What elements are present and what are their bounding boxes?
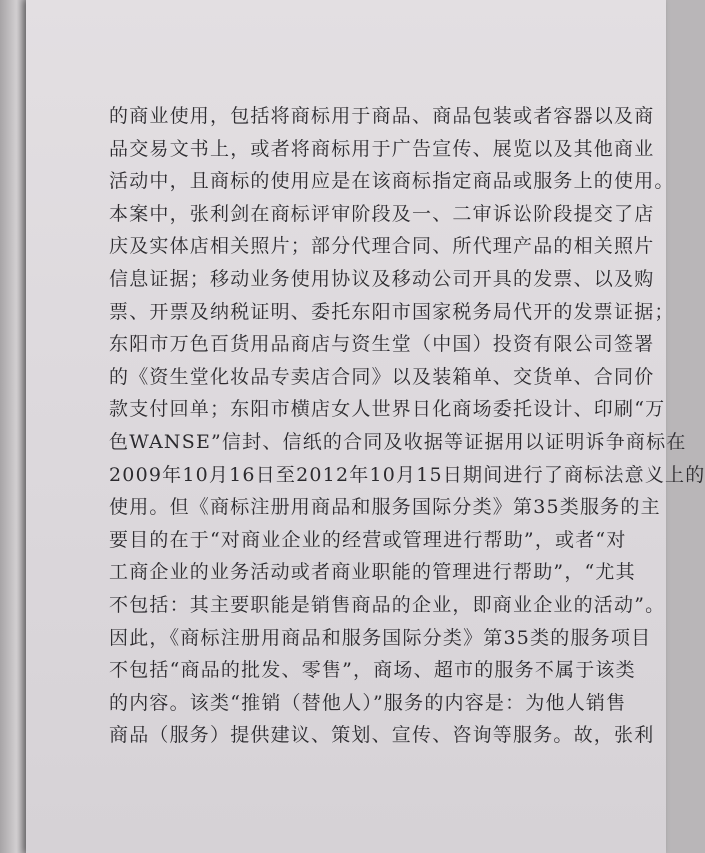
text-line: 要目的在于“对商业企业的经营或管理进行帮助”，或者“对 [109, 528, 627, 551]
text-line: 信息证据；移动业务使用协议及移动公司开具的发票、以及购 [109, 267, 655, 290]
document-page [26, 0, 705, 853]
text-line: 票、开票及纳税证明、委托东阳市国家税务局代开的发票证据； [109, 300, 675, 323]
text-line: 的内容。该类“推销（替他人）”服务的内容是：为他人销售 [109, 691, 627, 714]
text-line: 活动中，且商标的使用应是在该商标指定商品或服务上的使用。 [109, 170, 675, 193]
text-line: 商品（服务）提供建议、策划、宣传、咨询等服务。故，张利 [109, 724, 655, 747]
text-line: 的《资生堂化妆品专卖店合同》以及装箱单、交货单、合同价 [109, 365, 655, 388]
text-line: 庆及实体店相关照片；部分代理合同、所代理产品的相关照片 [109, 235, 655, 258]
text-line: 工商企业的业务活动或者商业职能的管理进行帮助”，“尤其 [109, 561, 636, 584]
text-line: 不包括“商品的批发、零售”，商场、超市的服务不属于该类 [109, 659, 636, 682]
text-line: 因此，《商标注册用商品和服务国际分类》第35类的服务项目 [109, 626, 652, 649]
text-line: 款支付回单；东阳市横店女人世界日化商场委托设计、印刷“万 [109, 398, 666, 421]
text-line: 的商业使用，包括将商标用于商品、商品包装或者容器以及商 [109, 105, 655, 127]
text-line: 使用。但《商标注册用商品和服务国际分类》第35类服务的主 [109, 496, 661, 519]
text-line: 不包括：其主要职能是销售商品的企业，即商业企业的活动”。 [109, 593, 666, 616]
text-line: 2009年10月16日至2012年10月15日期间进行了商标法意义上的 [109, 463, 705, 486]
text-line: 东阳市万色百货用品商店与资生堂（中国）投资有限公司签署 [109, 333, 655, 356]
text-line: 品交易文书上，或者将商标用于广告宣传、展览以及其他商业 [109, 137, 655, 160]
text-line: 色WANSE”信封、信纸的合同及收据等证据用以证明诉争商标在 [109, 430, 687, 453]
text-line: 本案中，张利剑在商标评审阶段及一、二审诉讼阶段提交了店 [109, 202, 655, 225]
body-text [109, 100, 705, 752]
